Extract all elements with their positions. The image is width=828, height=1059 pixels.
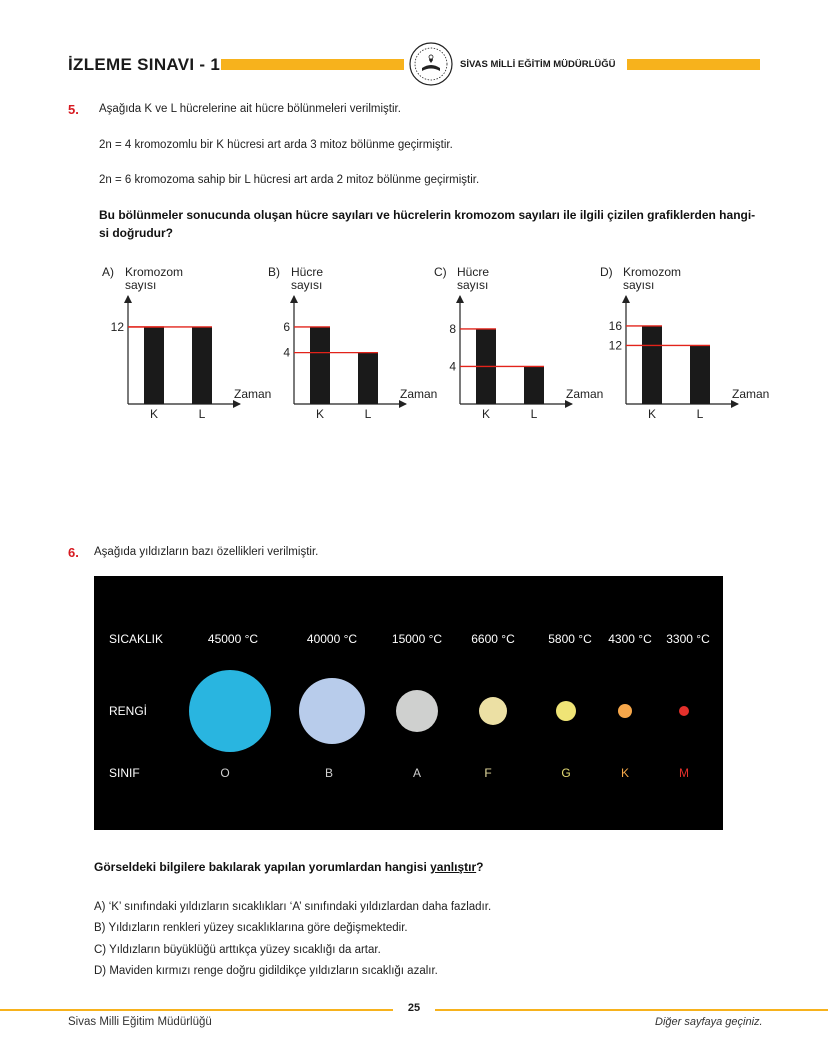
chart-y-arrow-icon	[622, 295, 630, 303]
star-class: A	[412, 766, 421, 780]
chart-y-arrow-icon	[456, 295, 464, 303]
chart-option-d	[598, 262, 778, 422]
q5-question-b: si doğrudur?	[99, 226, 173, 240]
chart-tick-label: 12	[608, 338, 622, 353]
chart-bar	[642, 326, 662, 404]
chart-xlabel: Zaman	[234, 387, 272, 401]
star-color-a	[396, 690, 438, 732]
q6-option-a[interactable]: A) ‘K’ sınıfındaki yıldızların sıcaklıkları ‘A’ sınıfındaki yıldızlardan daha fazladır.	[94, 901, 492, 913]
q5-line2: 2n = 6 kromozoma sahip bir L hücresi art arda 2 mitoz bölünme geçirmiştir.	[99, 174, 480, 186]
chart-option-label: D)	[600, 265, 613, 279]
chart-ylabel: sayısı	[125, 278, 157, 292]
chart-category-label: K	[647, 407, 657, 421]
chart-option-c	[432, 262, 612, 422]
chart-ylabel: Hücre	[291, 265, 324, 279]
chart-y-arrow-icon	[290, 295, 298, 303]
page-number: 25	[407, 1002, 421, 1014]
star-class: G	[561, 766, 571, 780]
footer-line-left	[0, 1009, 393, 1011]
chart-xlabel: Zaman	[732, 387, 770, 401]
star-temp: 4300 °C	[608, 632, 652, 646]
chart-tick-label: 6	[283, 319, 290, 334]
q6-option-b[interactable]: B) Yıldızların renkleri yüzey sıcaklıklarına göre değişmektedir.	[94, 922, 408, 934]
chart-tick-label: 8	[449, 321, 456, 336]
chart-ylabel: Hücre	[457, 265, 490, 279]
chart-bar	[358, 353, 378, 404]
chart-category-label: L	[198, 407, 206, 421]
star-table	[94, 576, 723, 830]
q6-question	[94, 858, 484, 876]
header-bar-left	[221, 59, 404, 70]
q5-line1: 2n = 4 kromozomlu bir K hücresi art arda 3 mitoz bölünme geçirmiştir.	[99, 139, 453, 151]
chart-ylabel: sayısı	[623, 278, 655, 292]
star-temp: 40000 °C	[306, 632, 358, 646]
chart-category-label: K	[315, 407, 325, 421]
star-temp: 6600 °C	[471, 632, 515, 646]
star-class: F	[484, 766, 492, 780]
q6-intro: Aşağıda yıldızların bazı özellikleri verilmiştir.	[94, 546, 319, 558]
star-color-b	[299, 678, 365, 744]
star-temp: 3300 °C	[666, 632, 710, 646]
star-class: K	[620, 766, 629, 780]
q5-intro: Aşağıda K ve L hücrelerine ait hücre bölünmeleri verilmiştir.	[99, 103, 401, 115]
q5-question-a: Bu bölünmeler sonucunda oluşan hücre sayıları ve hücrelerin kromozom sayıları ile ilgili çizilen grafiklerden hangi-	[99, 208, 756, 222]
chart-xlabel: Zaman	[400, 387, 438, 401]
chart-ylabel: sayısı	[291, 278, 323, 292]
q6-option-c[interactable]: C) Yıldızların büyüklüğü arttıkça yüzey sıcaklığı da artar.	[94, 944, 381, 956]
chart-category-label: K	[149, 407, 159, 421]
star-class: O	[220, 766, 230, 780]
chart-ylabel: Kromozom	[125, 265, 184, 279]
q6-question-pre: Görseldeki bilgilere bakılarak yapılan yorumlardan hangisi	[94, 860, 431, 874]
row-label-class: SINIF	[109, 766, 140, 780]
chart-option-b	[266, 262, 446, 422]
star-temp: 15000 °C	[391, 632, 443, 646]
chart-tick-label: 16	[608, 318, 622, 333]
row-label-color: RENGİ	[109, 704, 148, 718]
chart-tick-label: 4	[449, 359, 456, 374]
header-org: SİVAS MİLLİ EĞİTİM MÜDÜRLÜĞÜ	[460, 59, 616, 70]
star-color-k	[618, 704, 632, 718]
chart-category-label: L	[696, 407, 704, 421]
chart-x-arrow-icon	[399, 400, 407, 408]
chart-bar	[690, 345, 710, 404]
chart-bar	[524, 366, 544, 404]
chart-category-label: L	[530, 407, 538, 421]
q6-question-underlined: yanlıştır	[430, 860, 477, 874]
row-label-temp: SICAKLIK	[109, 632, 164, 646]
chart-x-arrow-icon	[731, 400, 739, 408]
header-bar-right	[627, 59, 760, 70]
chart-bar	[192, 327, 212, 404]
star-color-m	[679, 706, 689, 716]
star-class: B	[324, 766, 333, 780]
chart-ylabel: sayısı	[457, 278, 489, 292]
chart-option-label: C)	[434, 265, 447, 279]
star-color-g	[556, 701, 576, 721]
chart-option-a	[100, 262, 280, 422]
chart-category-label: L	[364, 407, 372, 421]
chart-option-label: B)	[268, 265, 280, 279]
q6-number: 6.	[68, 545, 79, 560]
footer-next-page: Diğer sayfaya geçiniz.	[655, 1016, 763, 1028]
star-color-f	[479, 697, 507, 725]
chart-category-label: K	[481, 407, 491, 421]
chart-tick-label: 4	[283, 345, 290, 360]
chart-x-arrow-icon	[565, 400, 573, 408]
chart-tick-label: 12	[110, 319, 124, 334]
q5-number: 5.	[68, 102, 79, 117]
ministry-logo-icon	[409, 42, 453, 86]
chart-xlabel: Zaman	[566, 387, 604, 401]
star-class: M	[679, 766, 689, 780]
footer-line-right	[435, 1009, 828, 1011]
q6-question-post: ?	[476, 860, 484, 874]
footer-org: Sivas Milli Eğitim Müdürlüğü	[68, 1016, 212, 1028]
q6-option-d[interactable]: D) Maviden kırmızı renge doğru gidildikçe yıldızların sıcaklığı azalır.	[94, 965, 438, 977]
chart-bar	[144, 327, 164, 404]
chart-y-arrow-icon	[124, 295, 132, 303]
star-temp: 5800 °C	[548, 632, 592, 646]
star-temp: 45000 °C	[207, 632, 259, 646]
chart-x-arrow-icon	[233, 400, 241, 408]
star-color-o	[189, 670, 271, 752]
chart-bar	[310, 327, 330, 404]
exam-title: İZLEME SINAVI - 1	[68, 55, 221, 74]
chart-option-label: A)	[102, 265, 114, 279]
chart-ylabel: Kromozom	[623, 265, 682, 279]
